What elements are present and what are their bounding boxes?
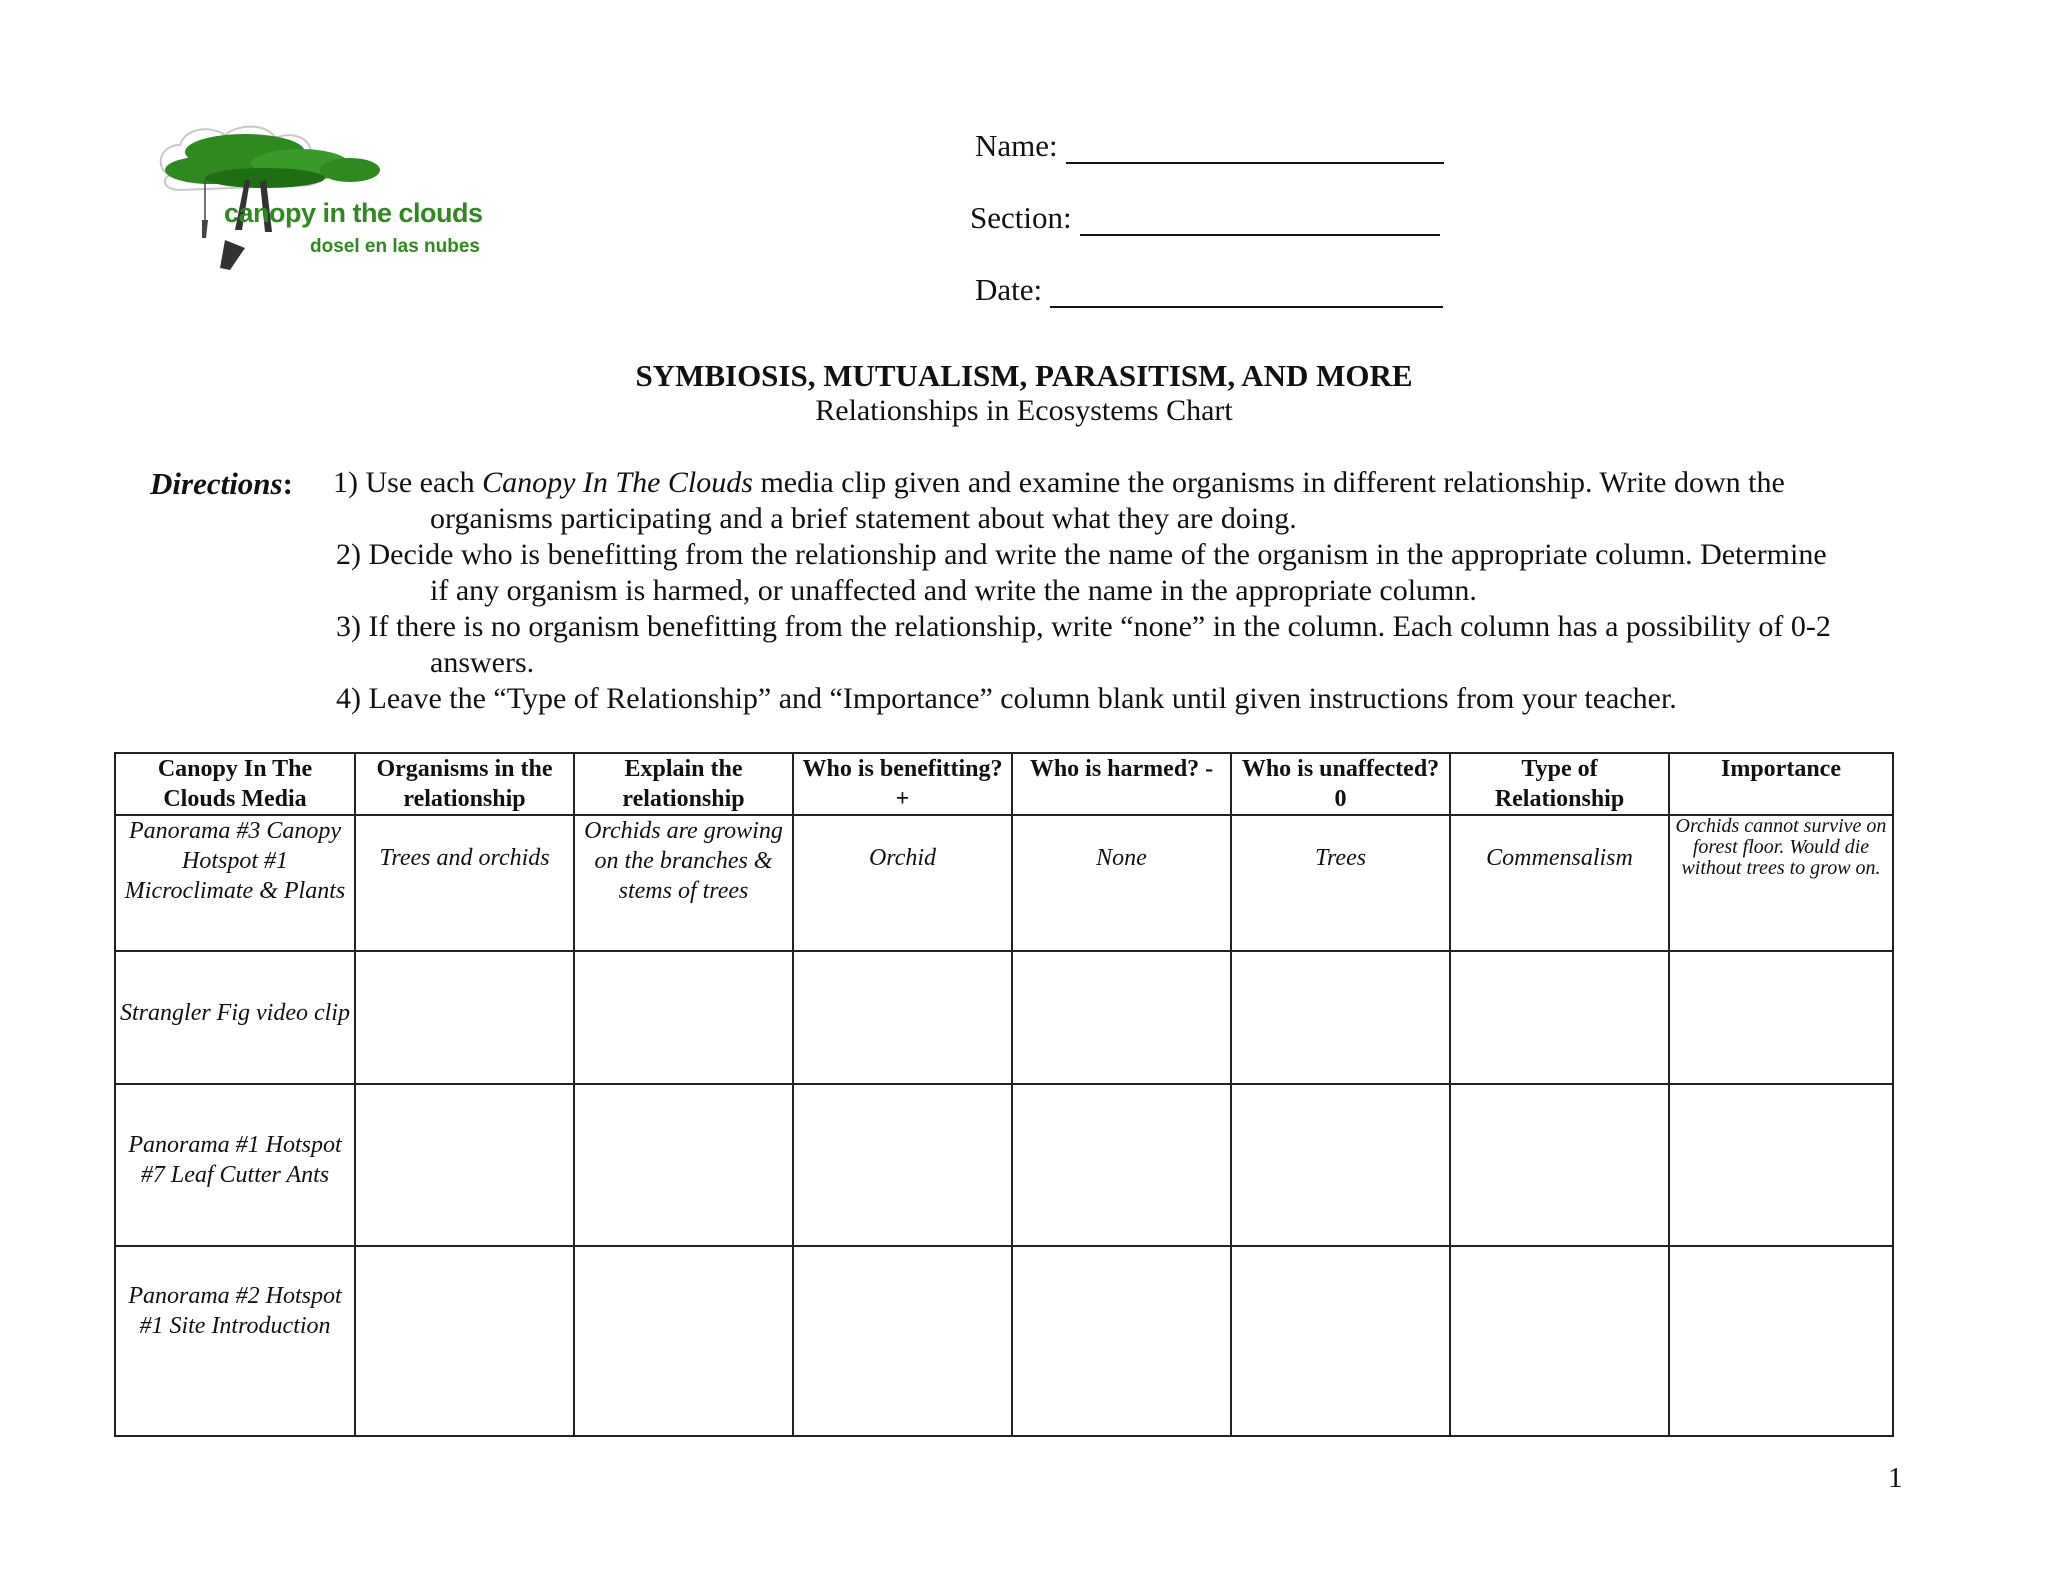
table-cell[interactable]: Orchid xyxy=(793,815,1012,951)
table-cell[interactable] xyxy=(793,1084,1012,1246)
table-cell[interactable]: Trees and orchids xyxy=(355,815,574,951)
direction-3: 3) If there is no organism benefitting from the relationship, write “none” in the column. Each column has a possibility of 0-2 xyxy=(336,610,1831,643)
name-line[interactable] xyxy=(1066,134,1444,164)
col-header: Organisms in the relationship xyxy=(355,753,574,815)
table-cell[interactable] xyxy=(793,1246,1012,1436)
table-cell[interactable] xyxy=(1012,1084,1231,1246)
relationships-table xyxy=(114,752,1894,1437)
page-subtitle: Relationships in Ecosystems Chart xyxy=(815,394,1233,427)
table-cell[interactable] xyxy=(355,1084,574,1246)
table-row xyxy=(115,1246,1893,1436)
col-header: Who is benefitting? + xyxy=(793,753,1012,815)
table-cell[interactable] xyxy=(1669,1246,1893,1436)
date-line[interactable] xyxy=(1050,278,1443,308)
direction-3-cont: answers. xyxy=(430,646,535,679)
table-header-row xyxy=(115,753,1893,815)
logo-subtitle: dosel en las nubes xyxy=(310,236,480,257)
table-cell[interactable]: None xyxy=(1012,815,1231,951)
table-cell[interactable] xyxy=(1012,1246,1231,1436)
name-field xyxy=(975,128,1444,164)
table-row xyxy=(115,815,1893,951)
table-cell[interactable] xyxy=(1231,1246,1450,1436)
table-cell: Panorama #2 Hotspot #1 Site Introduction xyxy=(115,1246,355,1436)
direction-4: 4) Leave the “Type of Relationship” and “Importance” column blank until given instructions from your teacher. xyxy=(336,682,1677,715)
date-label: Date: xyxy=(975,272,1043,307)
col-header: Canopy In The Clouds Media xyxy=(115,753,355,815)
table-cell[interactable] xyxy=(574,1084,793,1246)
col-header: Type of Relationship xyxy=(1450,753,1669,815)
table-cell: Strangler Fig video clip xyxy=(115,951,355,1084)
table-row xyxy=(115,951,1893,1084)
direction-1-cont: organisms participating and a brief statement about what they are doing. xyxy=(430,502,1297,535)
page-number: 1 xyxy=(1888,1462,1903,1494)
name-label: Name: xyxy=(975,128,1058,163)
section-label: Section: xyxy=(970,200,1072,235)
section-line[interactable] xyxy=(1080,206,1440,236)
table-cell[interactable] xyxy=(1231,1084,1450,1246)
col-header: Who is harmed? - xyxy=(1012,753,1231,815)
table-cell[interactable] xyxy=(355,1246,574,1436)
table-cell: Panorama #3 Canopy Hotspot #1 Microclimate & Plants xyxy=(115,815,355,951)
directions-label: Directions: xyxy=(150,466,293,501)
table-cell: Panorama #1 Hotspot #7 Leaf Cutter Ants xyxy=(115,1084,355,1246)
table-cell[interactable]: Commensalism xyxy=(1450,815,1669,951)
date-field xyxy=(975,272,1443,308)
table-cell[interactable] xyxy=(355,951,574,1084)
col-header: Explain the relationship xyxy=(574,753,793,815)
table-cell[interactable] xyxy=(1231,951,1450,1084)
table-cell[interactable] xyxy=(574,951,793,1084)
canopy-logo xyxy=(150,120,500,280)
direction-2: 2) Decide who is benefitting from the relationship and write the name of the organism in the appropriate column. Determine xyxy=(336,538,1827,571)
direction-1: 1) Use each Canopy In The Clouds media clip given and examine the organisms in different relationship. Write down the xyxy=(333,466,1785,499)
table-cell[interactable]: Orchids are growing on the branches & stems of trees xyxy=(574,815,793,951)
table-cell[interactable] xyxy=(1450,951,1669,1084)
logo-title: canopy in the clouds xyxy=(224,198,483,228)
section-field xyxy=(970,200,1440,236)
table-cell[interactable]: Orchids cannot survive on forest floor. Would die without trees to grow on. xyxy=(1669,815,1893,951)
col-header: Importance xyxy=(1669,753,1893,815)
table-cell[interactable] xyxy=(574,1246,793,1436)
table-cell[interactable] xyxy=(1450,1084,1669,1246)
table-cell[interactable] xyxy=(793,951,1012,1084)
col-header: Who is unaffected? 0 xyxy=(1231,753,1450,815)
table-cell[interactable] xyxy=(1450,1246,1669,1436)
direction-2-cont: if any organism is harmed, or unaffected and write the name in the appropriate column. xyxy=(430,574,1477,607)
page-title: SYMBIOSIS, MUTUALISM, PARASITISM, AND MORE xyxy=(635,358,1413,393)
table-cell[interactable] xyxy=(1012,951,1231,1084)
table-row xyxy=(115,1084,1893,1246)
table-cell[interactable] xyxy=(1669,1084,1893,1246)
table-cell[interactable] xyxy=(1669,951,1893,1084)
table-cell[interactable]: Trees xyxy=(1231,815,1450,951)
